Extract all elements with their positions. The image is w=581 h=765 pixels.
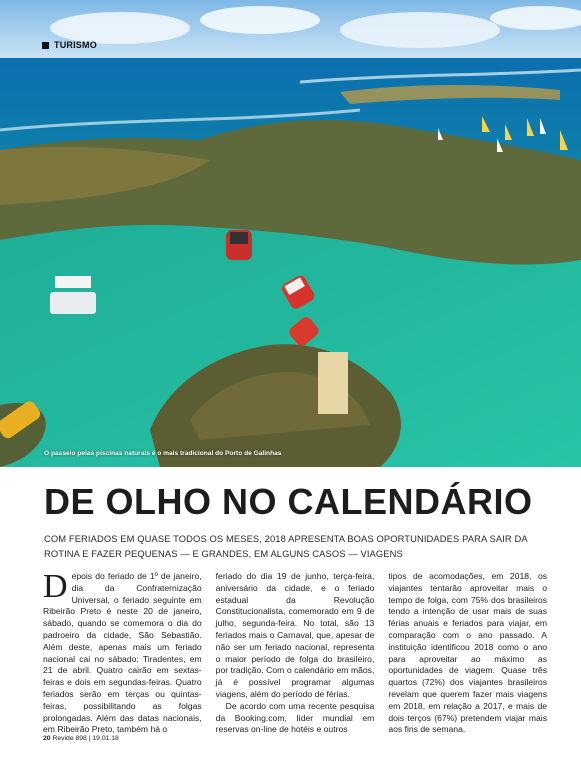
page-number: 20	[43, 735, 51, 742]
body-text-1: epois do feriado de 1º de janeiro, dia da Confraternização Universal, o feriado seguinte em Ribeirão Preto é neste 20 de janeiro, sábado, quando se comemora o dia do padroeiro da cidade, São Sebastião. Além deste, apenas mais um feriado nacional cai no sábado: Tiradentes, em 21 de abril. Quatro cairão em sextas-feiras e dois em segundas-feiras. Quatro feriados serão em terças ou quintas-feiras, possibilitando as folgas prolongadas. Além das datas nacionais, em Ribeirão Preto, também há o	[43, 571, 202, 735]
section-square-icon	[42, 42, 49, 49]
body-column-3	[388, 571, 548, 735]
body-text-2b: De acordo com uma recente pesquisa da Booking.com, líder mundial em reservas on-line de hotéis e outros	[215, 700, 375, 735]
body-column-1	[43, 568, 202, 735]
article-body	[43, 568, 548, 735]
body-column-2	[215, 571, 375, 735]
issue-info: Revide 898 | 19.01.18	[52, 735, 119, 742]
section-tag-label: TURISMO	[54, 40, 97, 50]
photo-caption: O passeio pelas piscinas naturais é o mais tradicional do Porto de Galinhas	[44, 450, 282, 457]
section-tag	[42, 40, 97, 50]
page-footer	[43, 735, 119, 742]
body-text-3: tipos de acomodações, em 2018, os viajantes tentarão aproveitar mais o tempo de folga, com 75% dos brasileiros tendo a intenção de usar mais de suas férias anuais e feriados para viajar, em comparação com o ano passado. A instituição identificou 2018 como o ano para aproveitar ao máximo as oportunidades de viagem. Quase três quartos (72%) dos viajantes brasileiros revelam que querem fazer mais viagens em 2018, em relação a 2017, e mais de dois terços (67%) pretendem viajar mais aos fins de semana.	[388, 571, 548, 735]
article-headline: DE OLHO NO CALENDÁRIO	[44, 481, 533, 522]
body-text-2: feriado do dia 19 de junho, terça-feira, aniversário da cidade, e o feriado estadual da Revolução Constitucionalista, comemorado em 9 de julho, segunda-feira. No total, são 13 feriados mais o Carnaval, que, apesar de não ser um feriado nacional, representa o maior período de folga do brasileiro, por tradição. Com o calendário em mãos, já é possível programar algumas viagens, além do período de férias.	[215, 571, 375, 699]
drop-cap: D	[43, 568, 68, 605]
article-deck: COM FERIADOS EM QUASE TODOS OS MESES, 2018 APRESENTA BOAS OPORTUNIDADES PARA SAIR DA ROTINA E FAZER PEQUENAS — E GRANDES, EM ALGUNS CASOS — VIAGENS	[44, 533, 528, 559]
